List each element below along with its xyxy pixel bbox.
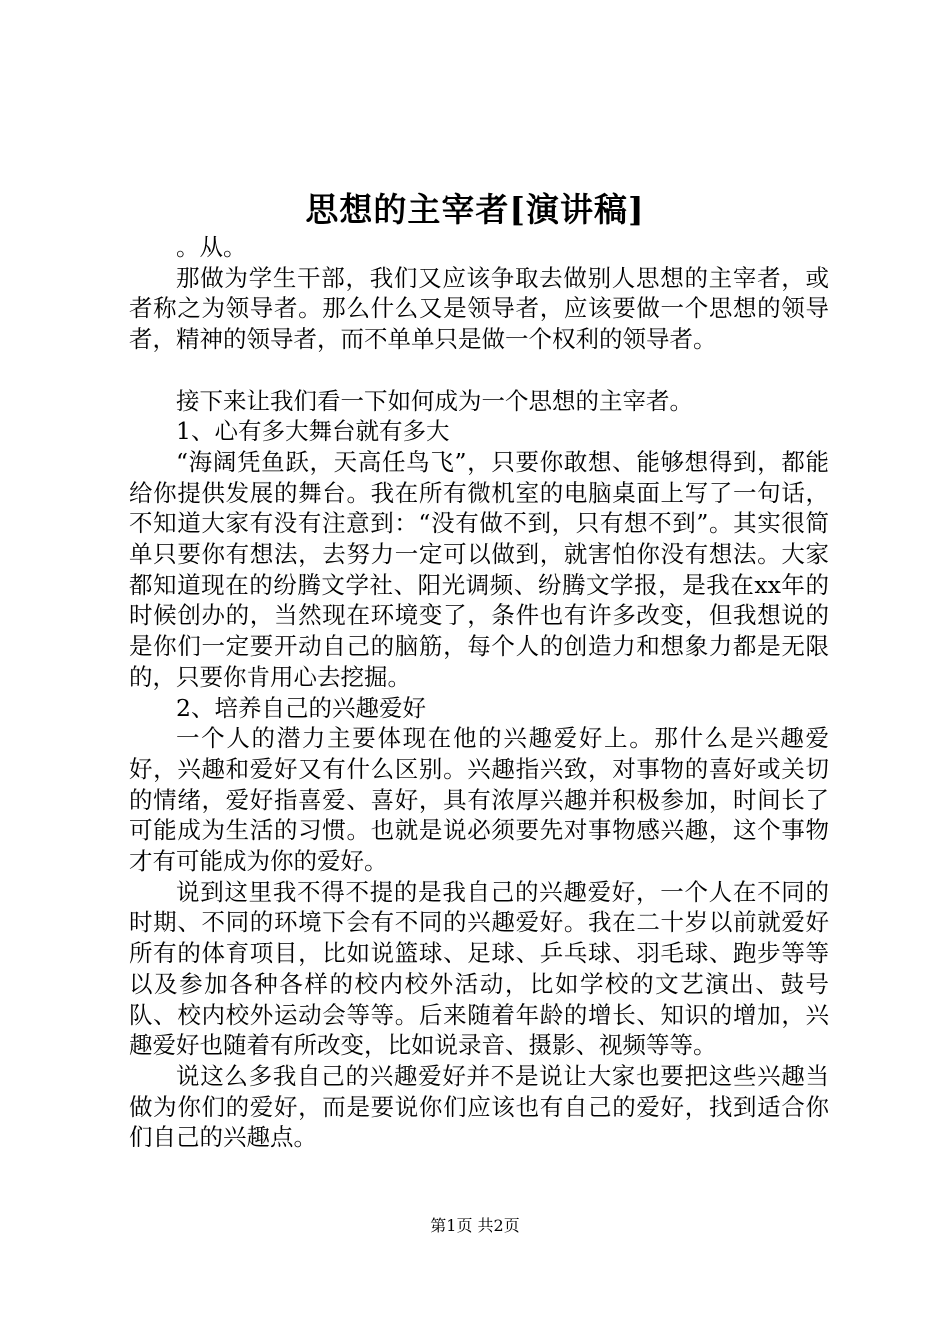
paragraph: “海阔凭鱼跃，天高任鸟飞”，只要你敢想、能够想得到，都能给你提供发展的舞台。我在所有微机室的电脑桌面上写了一句话，不知道大家有没有注意到：“没有做不到，只有想不到”。其实很简单只要你有想法，去努力一定可以做到，就害怕你没有想法。大家都知道现在的纷腾文学社、阳光调频、纷腾文学报，是我在xx年的时候创办的，当然现在环境变了，条件也有许多改变，但我想说的是你们一定要开动自己的脑筋，每个人的创造力和想象力都是无限的，只要你肯用心去挖掘。 [129,447,829,691]
paragraph: 接下来让我们看一下如何成为一个思想的主宰者。 [176,386,693,415]
blank-line [129,355,829,386]
section-heading: 1、心有多大舞台就有多大 [176,417,450,446]
page-footer: 第1页 共2页 [430,1216,520,1235]
paragraph: 说这么多我自己的兴趣爱好并不是说让大家也要把这些兴趣当做为你们的爱好，而是要说你们应该也有自己的爱好，找到适合你们自己的兴趣点。 [129,1061,829,1152]
document-body [129,232,829,1153]
paragraph: 。从。 [176,233,247,261]
document-title: 思想的主宰者[演讲稿] [305,190,645,229]
paragraph: 说到这里我不得不提的是我自己的兴趣爱好，一个人在不同的时期、不同的环境下会有不同的兴趣爱好。我在二十岁以前就爱好所有的体育项目，比如说篮球、足球、乒乓球、羽毛球、跑步等等以及参加各种各样的校内校外活动，比如学校的文艺演出、鼓号队、校内校外运动会等等。后来随着年龄的增长、知识的增加，兴趣爱好也随着有所改变，比如说录音、摄影、视频等等。 [129,877,829,1060]
section-heading: 2、培养自己的兴趣爱好 [176,693,426,722]
paragraph: 那做为学生干部，我们又应该争取去做别人思想的主宰者，或者称之为领导者。那么什么又是领导者，应该要做一个思想的领导者，精神的领导者，而不单单只是做一个权利的领导者。 [129,263,829,354]
paragraph: 一个人的潜力主要体现在他的兴趣爱好上。那什么是兴趣爱好，兴趣和爱好又有什么区别。兴趣指兴致，对事物的喜好或关切的情绪，爱好指喜爱、喜好，具有浓厚兴趣并积极参加，时间长了可能成为生活的习惯。也就是说必须要先对事物感兴趣，这个事物才有可能成为你的爱好。 [129,724,829,876]
